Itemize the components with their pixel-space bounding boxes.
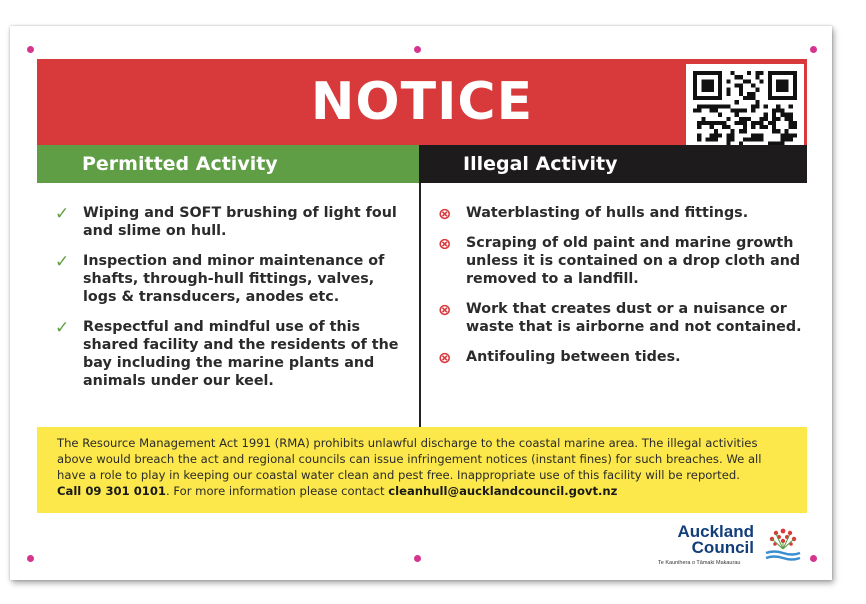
- check-icon: ✓: [55, 318, 70, 338]
- circled-x-icon: ⊗: [438, 300, 452, 319]
- grommet-bottom-left: [27, 555, 34, 562]
- notice-title: NOTICE: [310, 72, 534, 132]
- circled-x-icon: ⊗: [438, 348, 452, 367]
- footer-text: The Resource Management Act 1991 (RMA) prohibits unlawful discharge to the coastal marine area. The illegal activities above would breach the act and regional councils can issue infringement notices (instant fines) for such breaches. We all have a role to play in keeping our coastal water clean and pest free. Inappropriate use of this facility will be reported.: [57, 436, 762, 482]
- illegal-item: ⊗ Work that creates dust or a nuisance or waste that is airborne and not contained.: [438, 300, 802, 335]
- illegal-item: ⊗ Waterblasting of hulls and fittings.: [438, 204, 749, 223]
- permitted-item: ✓ Wiping and SOFT brushing of light foul and slime on hull.: [55, 204, 397, 239]
- rma-footer: [37, 427, 807, 513]
- permitted-item: ✓ Respectful and mindful use of this shared facility and the residents of the bay including the marine plants and animals under our keel.: [55, 318, 399, 389]
- grommet-top-right: [810, 46, 817, 53]
- permitted-item: ✓ Inspection and minor maintenance of shafts, through-hull fittings, valves, logs & transducers, anodes etc.: [55, 252, 385, 305]
- logo-tagline: Te Kaunihera o Tāmaki Makaurau: [658, 560, 741, 566]
- illegal-heading: Illegal Activity: [419, 145, 807, 183]
- footer-email: cleanhull@aucklandcouncil.govt.nz: [388, 484, 618, 498]
- circled-x-icon: ⊗: [438, 234, 452, 253]
- illegal-item: ⊗ Scraping of old paint and marine growth unless it is contained on a drop cloth and removed to a landfill.: [438, 234, 801, 287]
- circled-x-icon: ⊗: [438, 204, 452, 223]
- check-icon: ✓: [55, 252, 70, 272]
- logo-wordmark: Auckland Council: [677, 522, 754, 557]
- footer-more-info: . For more information please contact: [166, 484, 389, 498]
- column-divider: [419, 183, 421, 427]
- grommet-top-center: [414, 46, 421, 53]
- illegal-list: [438, 204, 804, 378]
- permitted-list: [55, 204, 405, 402]
- check-icon: ✓: [55, 204, 70, 224]
- grommet-top-left: [27, 46, 34, 53]
- pohutukawa-flower-icon: [762, 522, 804, 564]
- notice-sign: [10, 26, 832, 580]
- grommet-bottom-right: [810, 555, 817, 562]
- illegal-item: ⊗ Antifouling between tides.: [438, 348, 681, 367]
- grommet-bottom-center: [414, 555, 421, 562]
- footer-phone: Call 09 301 0101: [57, 484, 166, 498]
- auckland-council-logo: [654, 522, 810, 574]
- permitted-heading: Permitted Activity: [37, 145, 419, 183]
